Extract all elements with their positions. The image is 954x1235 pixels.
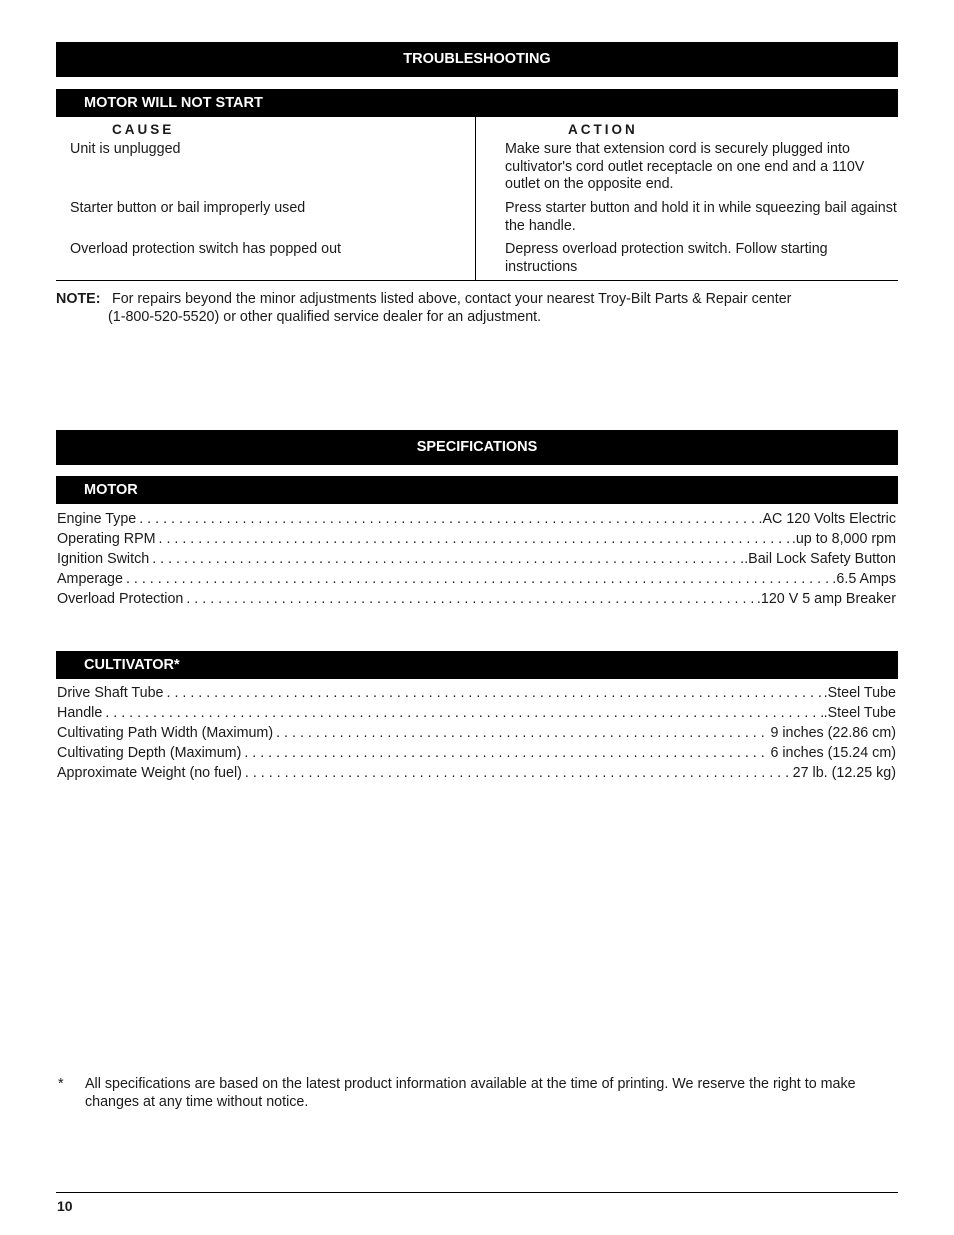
spec-label: Operating RPM: [57, 531, 156, 547]
dot-leader: [242, 765, 793, 781]
spec-value: 27 lb. (12.25 kg): [792, 765, 896, 781]
repair-note: [56, 290, 898, 326]
cause-cell: Overload protection switch has popped out: [70, 241, 342, 257]
note-text-line2: (1-800-520-5520) or other qualified service dealer for an adjustment.: [108, 309, 542, 325]
spec-row: [57, 705, 896, 725]
cause-cell: Starter button or bail improperly used: [70, 200, 306, 216]
action-cell: Press starter button and hold it in while squeezing bail against the handle.: [505, 200, 897, 234]
dot-leader: [149, 551, 744, 567]
dot-leader: [183, 591, 757, 607]
spec-value: .120 V 5 amp Breaker: [756, 591, 896, 607]
spec-label: Overload Protection: [57, 591, 184, 607]
footer-rule: [56, 1192, 898, 1193]
spec-label: Engine Type: [57, 511, 137, 527]
spec-row: [57, 685, 896, 705]
dot-leader: [123, 571, 832, 587]
spec-value: 9 inches (22.86 cm): [770, 725, 896, 741]
troubleshooting-title: TROUBLESHOOTING: [56, 42, 898, 77]
spec-value: .up to 8,000 rpm: [791, 531, 896, 547]
specifications-title: SPECIFICATIONS: [56, 430, 898, 465]
spec-label: Approximate Weight (no fuel): [57, 765, 242, 781]
spec-row: [57, 725, 896, 745]
spec-row: [57, 591, 896, 611]
spec-label: Amperage: [57, 571, 123, 587]
spec-label: Drive Shaft Tube: [57, 685, 164, 701]
spec-row: [57, 571, 896, 591]
footnote-marker: *: [58, 1076, 64, 1092]
spec-row: [57, 531, 896, 551]
cultivator-heading: CULTIVATOR*: [56, 651, 898, 679]
cause-column-header: CAUSE: [112, 122, 175, 137]
spec-value: 6 inches (15.24 cm): [770, 745, 896, 761]
spec-value: .6.5 Amps: [832, 571, 896, 587]
motor-heading: MOTOR: [56, 476, 898, 504]
action-column-header: ACTION: [568, 122, 638, 137]
dot-leader: [164, 685, 824, 701]
spec-row: [57, 765, 896, 785]
page-number: 10: [57, 1198, 73, 1214]
spec-row: [57, 745, 896, 765]
table-divider: [475, 117, 476, 280]
spec-value: .Bail Lock Safety Button: [744, 551, 896, 567]
spec-label: Cultivating Path Width (Maximum): [57, 725, 274, 741]
note-label: NOTE:: [56, 291, 101, 307]
spec-value: .AC 120 Volts Electric: [758, 511, 896, 527]
dot-leader: [102, 705, 823, 721]
motor-will-not-start-heading: MOTOR WILL NOT START: [56, 89, 898, 117]
spec-row: [57, 511, 896, 531]
dot-leader: [156, 531, 792, 547]
spec-label: Cultivating Depth (Maximum): [57, 745, 242, 761]
footnote-text: All specifications are based on the latest product information available at the time of printing. We reserve the right to make changes at any time without notice.: [85, 1076, 856, 1110]
dot-leader: [136, 511, 758, 527]
note-text-line1: For repairs beyond the minor adjustments listed above, contact your nearest Troy-Bilt Parts & Repair center: [112, 291, 792, 307]
spec-label: Handle: [57, 705, 103, 721]
action-cell: Make sure that extension cord is securely plugged into cultivator's cord outlet receptacle on one end and a 110V outlet on the opposite end.: [505, 141, 865, 192]
spec-row: [57, 551, 896, 571]
spec-value: .Steel Tube: [823, 705, 896, 721]
action-cell: Depress overload protection switch. Follow starting instructions: [505, 241, 828, 275]
spec-label: Ignition Switch: [57, 551, 150, 567]
dot-leader: [241, 745, 770, 761]
cause-cell: Unit is unplugged: [70, 141, 181, 157]
dot-leader: [273, 725, 770, 741]
spec-value: .Steel Tube: [823, 685, 896, 701]
